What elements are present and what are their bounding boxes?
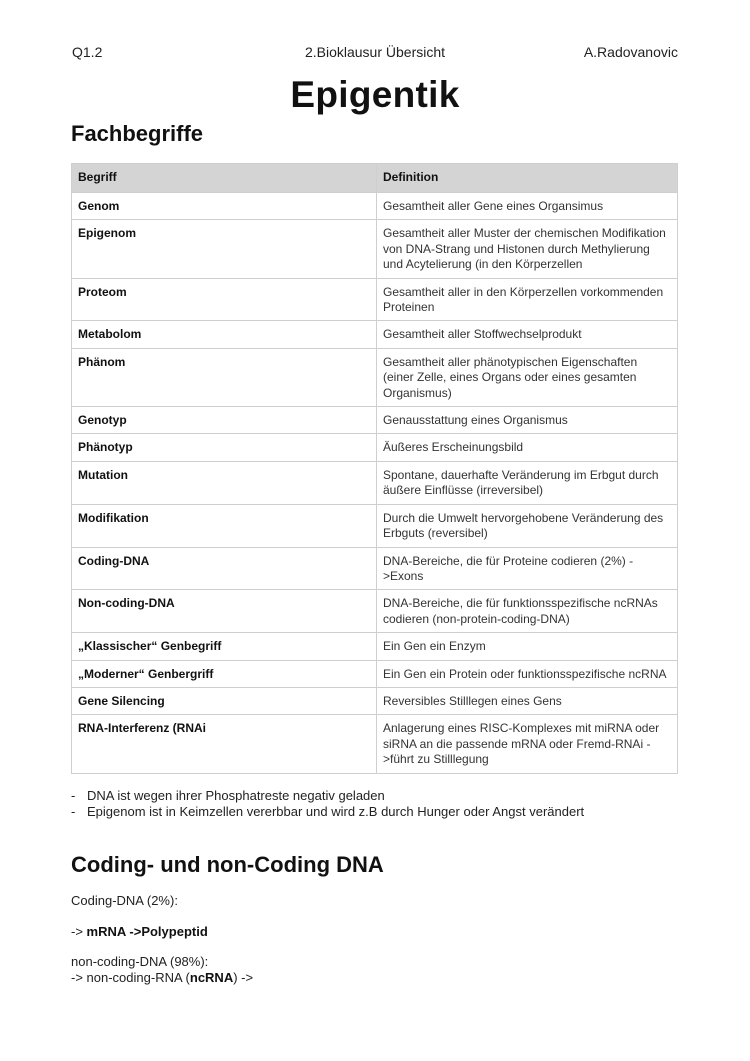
header-course: Q1.2	[72, 44, 103, 60]
list-item	[71, 804, 678, 820]
definition-cell: Äußeres Erscheinungsbild	[377, 434, 678, 461]
definition-cell: Reversibles Stilllegen eines Gens	[377, 687, 678, 714]
term-cell: Metabolom	[72, 321, 377, 348]
definition-cell: Gesamtheit aller phänotypischen Eigenschaften (einer Zelle, eines Organs oder eines gesamten Organismus)	[377, 348, 678, 406]
table-row	[72, 590, 678, 633]
term-cell: Mutation	[72, 461, 377, 504]
dash-bullet: -	[71, 788, 76, 803]
section-title-fachbegriffe: Fachbegriffe	[71, 121, 204, 146]
section-title-coding-dna: Coding- und non-Coding DNA	[71, 852, 384, 877]
ncrna-suffix: ) ->	[233, 970, 254, 985]
table-row	[72, 660, 678, 687]
term-cell: Gene Silencing	[72, 687, 377, 714]
column-header-definition: Definition	[377, 164, 678, 193]
term-cell: Coding-DNA	[72, 547, 377, 590]
arrow-prefix: ->	[71, 924, 87, 939]
non-coding-dna-flow	[71, 970, 253, 986]
term-cell: Genom	[72, 193, 377, 220]
table-header-row	[72, 164, 678, 193]
dash-bullet: -	[71, 804, 76, 819]
table-row	[72, 547, 678, 590]
term-cell: Epigenom	[72, 220, 377, 278]
definition-cell: DNA-Bereiche, die für funktionsspezifische ncRNAs codieren (non-protein-coding-DNA)	[377, 590, 678, 633]
definition-cell: Gesamtheit aller Stoffwechselprodukt	[377, 321, 678, 348]
term-cell: Genotyp	[72, 407, 377, 434]
note-text: DNA ist wegen ihrer Phosphatreste negativ geladen	[87, 788, 385, 803]
term-cell: RNA-Interferenz (RNAi	[72, 715, 377, 773]
coding-dna-content	[71, 893, 253, 986]
table-row	[72, 687, 678, 714]
definition-cell: Gesamtheit aller Gene eines Organsimus	[377, 193, 678, 220]
page-title: Epigentik	[290, 74, 460, 115]
term-cell: Phänotyp	[72, 434, 377, 461]
table-row	[72, 715, 678, 773]
table-row	[72, 504, 678, 547]
column-header-term: Begriff	[72, 164, 377, 193]
table-row	[72, 461, 678, 504]
table-row	[72, 633, 678, 660]
term-cell: „Moderner“ Genbergriff	[72, 660, 377, 687]
non-coding-dna-label: non-coding-DNA (98%):	[71, 954, 209, 969]
notes-list	[71, 788, 678, 820]
term-cell: Proteom	[72, 278, 377, 321]
definition-cell: Ein Gen ein Protein oder funktionsspezifische ncRNA	[377, 660, 678, 687]
definition-cell: Gesamtheit aller Muster der chemischen Modifikation von DNA-Strang und Histonen durch Methylierung und Acytelierung (in den Körperzellen	[377, 220, 678, 278]
definition-cell: Durch die Umwelt hervorgehobene Veränderung des Erbguts (reversibel)	[377, 504, 678, 547]
mrna-polypeptid: mRNA ->Polypeptid	[86, 924, 208, 939]
definition-cell: Gesamtheit aller in den Körperzellen vorkommenden Proteinen	[377, 278, 678, 321]
definition-cell: Anlagerung eines RISC-Komplexes mit miRNA oder siRNA an die passende mRNA oder Fremd-RNAi ->führt zu Stilllegung	[377, 715, 678, 773]
coding-dna-label: Coding-DNA (2%):	[71, 893, 178, 908]
header-subject: 2.Bioklausur Übersicht	[304, 44, 446, 60]
coding-dna-flow	[71, 924, 253, 940]
table-row	[72, 278, 678, 321]
definition-cell: Ein Gen ein Enzym	[377, 633, 678, 660]
ncrna-term: ncRNA	[189, 970, 234, 985]
definition-cell: Spontane, dauerhafte Veränderung im Erbgut durch äußere Einflüsse (irreversibel)	[377, 461, 678, 504]
definition-cell: DNA-Bereiche, die für Proteine codieren (2%) ->Exons	[377, 547, 678, 590]
term-cell: „Klassischer“ Genbegriff	[72, 633, 377, 660]
table-row	[72, 321, 678, 348]
terms-table	[71, 163, 678, 774]
term-cell: Non-coding-DNA	[72, 590, 377, 633]
table-row	[72, 348, 678, 406]
term-cell: Phänom	[72, 348, 377, 406]
list-item	[71, 788, 678, 804]
definition-cell: Genausstattung eines Organismus	[377, 407, 678, 434]
page-header	[72, 44, 678, 64]
table-row	[72, 434, 678, 461]
table-row	[72, 193, 678, 220]
ncrna-prefix: -> non-coding-RNA (	[71, 970, 190, 985]
header-author: A.Radovanovic	[583, 44, 678, 60]
term-cell: Modifikation	[72, 504, 377, 547]
table-row	[72, 220, 678, 278]
note-text: Epigenom ist in Keimzellen vererbbar und wird z.B durch Hunger oder Angst verändert	[87, 804, 585, 819]
table-row	[72, 407, 678, 434]
